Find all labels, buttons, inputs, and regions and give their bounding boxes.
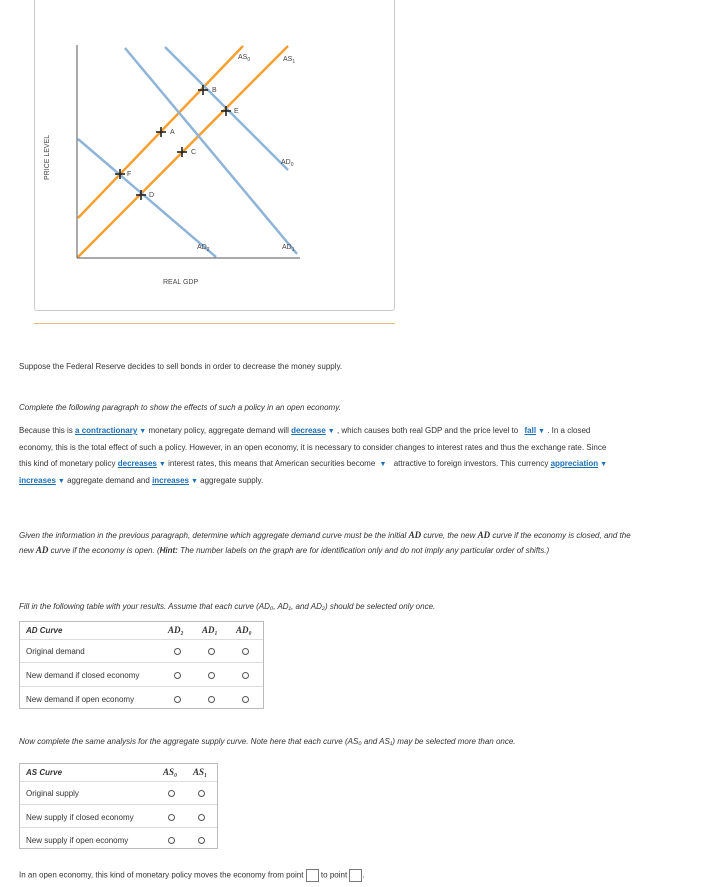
demand-effect-dropdown[interactable]: increases ▼: [19, 476, 65, 485]
table-row: [20, 781, 217, 805]
row-label: New supply if closed economy: [26, 813, 134, 822]
instruction-supply: Now complete the same analysis for the aggregate supply curve. Note here that each curve (AS₀ and AS₁) may be selected more than once.: [19, 737, 516, 746]
table-row: [20, 827, 217, 850]
interest-rates-dropdown[interactable]: decreases ▼: [118, 459, 166, 468]
row-label: New supply if open economy: [26, 836, 129, 845]
radio-closed-as1[interactable]: [198, 814, 205, 821]
radio-open-ad0[interactable]: [242, 696, 249, 703]
gdp-price-dropdown[interactable]: fall ▼: [524, 426, 545, 435]
ad-col-header: AD₂: [168, 625, 184, 635]
ad-table-title: AD Curve: [26, 626, 63, 635]
radio-original-as1[interactable]: [198, 790, 205, 797]
table-row: [20, 686, 263, 710]
ad2-label: $AD_2$: [197, 244, 210, 253]
point-b-label: B: [212, 87, 217, 94]
radio-open-ad2[interactable]: [174, 696, 181, 703]
final-question: In an open economy, this kind of monetary policy moves the economy from point to point .: [19, 869, 365, 882]
as1-label: $AS_1$: [283, 56, 296, 65]
section-divider: [34, 323, 395, 324]
policy-type-dropdown[interactable]: a contractionary ▼: [75, 426, 146, 435]
instruction-determine-curves: Given the information in the previous paragraph, determine which aggregate demand curve must be the initial AD curve, the new AD curve if the economy is closed, and the new AD curve if the economy is open. (Hint: The number labels on the graph are for identification only and do not imply any particular order of shifts.): [19, 530, 631, 555]
as-table-title: AS Curve: [26, 768, 63, 777]
ad-col-header: AD₁: [202, 625, 218, 635]
point-e-label: E: [234, 108, 239, 115]
intro-text: Suppose the Federal Reserve decides to sell bonds in order to decrease the money supply.: [19, 362, 343, 371]
as-curve-table: [19, 763, 218, 849]
aggregate-demand-dropdown[interactable]: decrease ▼: [291, 426, 335, 435]
graph-panel: [34, 0, 395, 311]
radio-open-ad1[interactable]: [208, 696, 215, 703]
point-e-marker[interactable]: [221, 106, 231, 116]
as0-label: $AS_0$: [238, 54, 251, 63]
supply-effect-dropdown[interactable]: increases ▼: [152, 476, 198, 485]
ad0-label: $AD_0$: [281, 159, 294, 168]
as-col-header: AS₁: [193, 767, 208, 777]
ad1-label: $AD_1$: [282, 244, 295, 253]
ad-col-header: AD₀: [236, 625, 252, 635]
radio-original-ad1[interactable]: [208, 648, 215, 655]
point-b-marker[interactable]: [198, 85, 208, 95]
radio-closed-ad1[interactable]: [208, 672, 215, 679]
radio-original-ad2[interactable]: [174, 648, 181, 655]
instruction-paragraph: Complete the following paragraph to show the effects of such a policy in an open economy.: [19, 403, 341, 412]
radio-original-ad0[interactable]: [242, 648, 249, 655]
as-col-header: AS₀: [163, 767, 178, 777]
radio-closed-ad2[interactable]: [174, 672, 181, 679]
instruction-fill-table: Fill in the following table with your results. Assume that each curve (AD₀, AD₁, and AD₂) should be selected only once.: [19, 602, 436, 611]
radio-closed-as0[interactable]: [168, 814, 175, 821]
table-row: [20, 639, 263, 663]
currency-dropdown[interactable]: appreciation ▼: [551, 459, 608, 468]
ad-as-graph: [35, 0, 396, 312]
radio-original-as0[interactable]: [168, 790, 175, 797]
x-axis-label: REAL GDP: [163, 279, 199, 286]
point-c-label: C: [191, 149, 197, 156]
row-label: New demand if open economy: [26, 695, 135, 704]
y-axis-label: PRICE LEVEL: [44, 134, 51, 180]
table-row: [20, 662, 263, 687]
table-row: [20, 804, 217, 828]
radio-open-as0[interactable]: [168, 837, 175, 844]
row-label: Original supply: [26, 789, 79, 798]
radio-closed-ad0[interactable]: [242, 672, 249, 679]
radio-open-as1[interactable]: [198, 837, 205, 844]
point-d-label: D: [149, 192, 155, 199]
row-label: Original demand: [26, 647, 85, 656]
ad-curve-table: [19, 621, 264, 709]
point-f-label: F: [127, 171, 132, 178]
to-point-input[interactable]: [349, 869, 362, 882]
securities-attractiveness-dropdown[interactable]: [378, 456, 392, 473]
from-point-input[interactable]: [306, 869, 319, 882]
point-a-label: A: [170, 129, 175, 136]
row-label: New demand if closed economy: [26, 671, 140, 680]
answer-paragraph: Because this is a contractionary ▼ monetary policy, aggregate demand will decrease ▼ , which causes both real GDP and the price level to fall ▼ . In a closed economy, this is the total effect of such a policy. However, in an open economy, it is necessary to consider changes to interest rates and thus the exchange rate. Since this kind of monetary policy decreases ▼ interest rates, this means that American securities become ▼ attractive to foreign investors. This currency appreciation ▼ increases ▼ aggregate demand and increases ▼ aggregate supply.: [19, 423, 619, 490]
